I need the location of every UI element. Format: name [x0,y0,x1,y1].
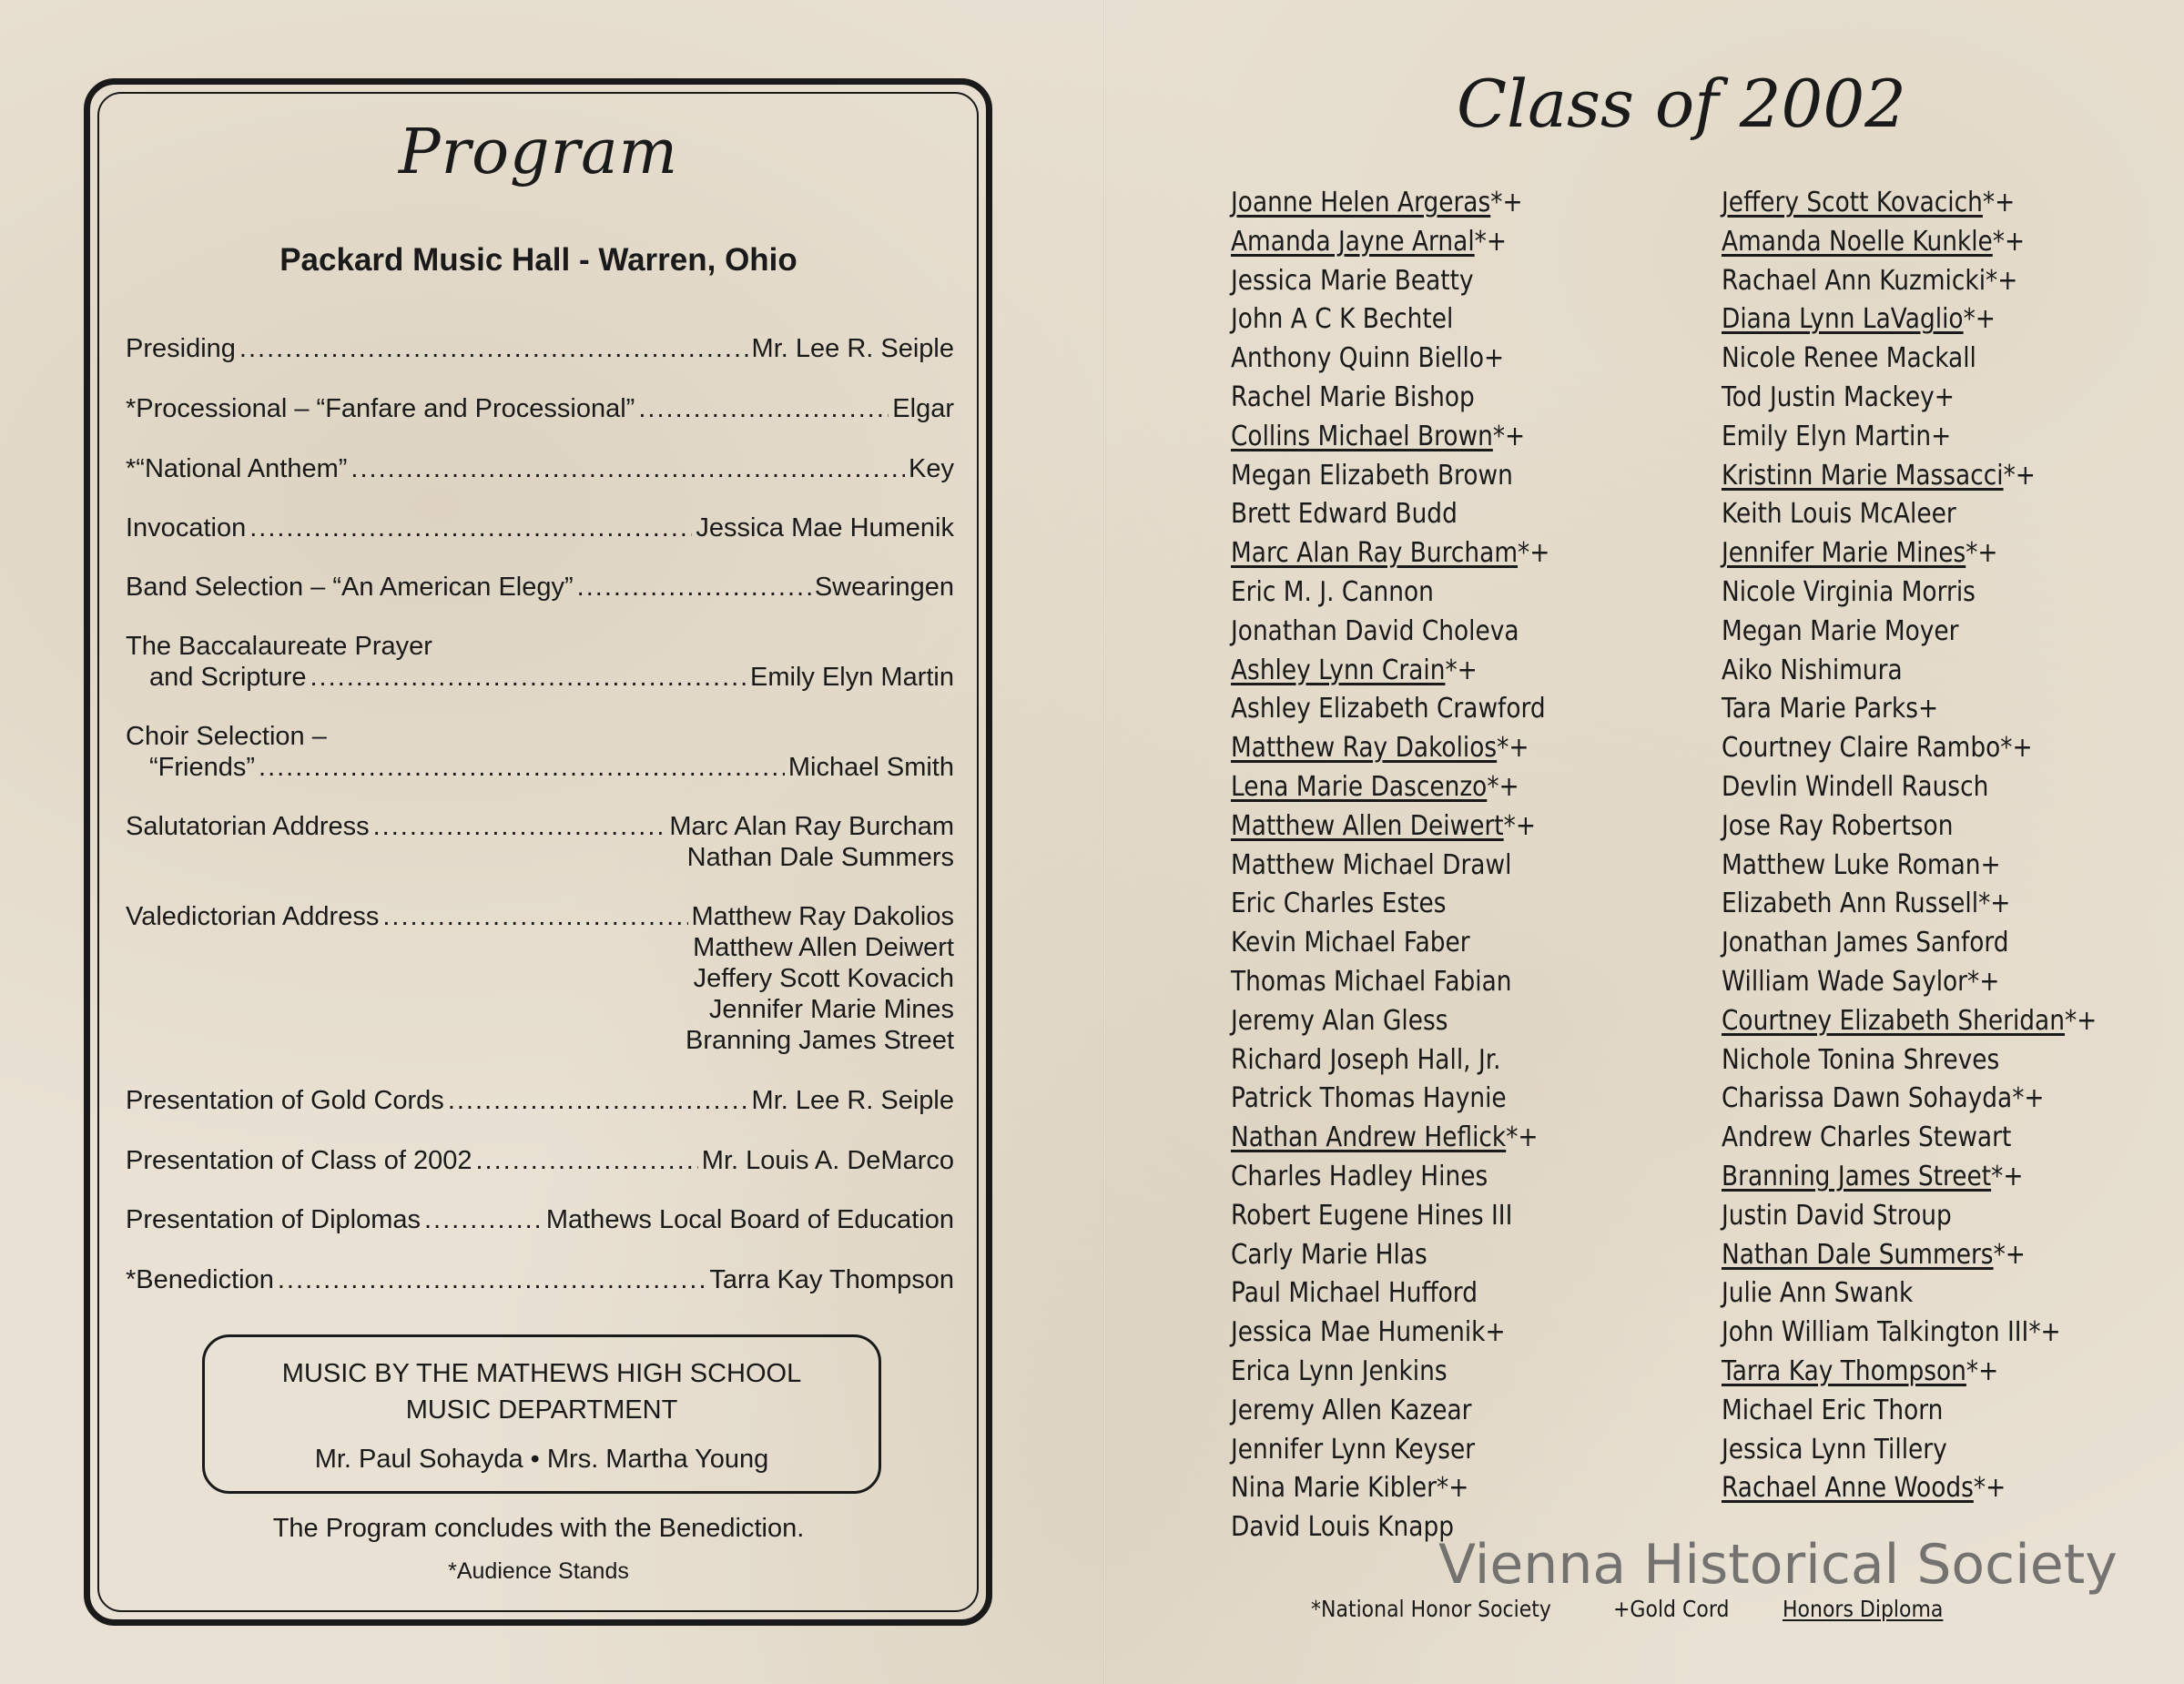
graduate-marks: *+ [1490,187,1523,218]
program-item [126,1145,954,1176]
music-credit-line: MUSIC BY THE MATHEWS HIGH SCHOOL [281,1359,802,1388]
graduate-entry [1231,1197,1549,1236]
graduate-entry [1231,262,1549,301]
graduate-entry [1231,379,1549,418]
graduate-name: Eric M. J. Cannon [1231,575,1434,608]
graduate-name: Devlin Windell Rausch [1722,770,1989,803]
graduate-name: Jessica Lynn Tillery [1722,1433,1947,1466]
venue-heading: Packard Music Hall - Warren, Ohio [279,242,797,278]
graduate-entry [1231,729,1549,768]
dot-leader [382,901,687,932]
graduate-name: Megan Marie Moyer [1722,614,1959,647]
graduate-entry [1231,457,1549,496]
music-credits-box [202,1334,881,1494]
dot-leader [373,811,666,842]
graduate-entry [1231,1236,1549,1275]
graduate-entry [1722,690,2097,729]
graduate-name: Diana Lynn LaVaglio [1722,303,1964,336]
dot-leader [448,1085,748,1116]
graduate-name: Kristinn Marie Massacci [1722,459,2004,492]
graduate-name: Jeremy Allen Kazear [1231,1394,1472,1426]
graduate-entry [1231,1002,1549,1041]
item-performer: Tarra Kay Thompson [709,1265,954,1294]
graduate-entry [1722,1119,2097,1158]
dot-leader [638,393,889,424]
item-label-line1: Choir Selection – [126,722,327,751]
graduate-marks: *+ [2012,1082,2045,1115]
graduate-entry [1722,1002,2097,1041]
graduate-entry [1231,1431,1549,1470]
dot-leader [278,1264,706,1295]
item-label: Presiding [126,334,236,363]
graduate-name: Amanda Jayne Arnal [1231,225,1475,258]
program-item [126,811,954,873]
graduate-marks: *+ [1487,770,1519,803]
graduate-name: Nichole Tonina Shreves [1722,1043,2000,1076]
graduate-marks: *+ [1982,187,2016,218]
item-performer: Key [909,454,954,483]
watermark: Vienna Historical Society [1438,1533,2118,1597]
graduate-marks: + [1483,342,1505,375]
graduate-name: Matthew Luke Roman [1722,848,1981,881]
graduate-name: Amanda Noelle Kunkle [1722,225,1993,258]
graduate-marks: *+ [1966,1354,1999,1387]
graduate-name: Jonathan David Choleva [1231,614,1519,647]
graduate-entry [1722,418,2097,457]
item-label-line1: The Baccalaureate Prayer [126,632,432,661]
graduate-entry [1231,1080,1549,1119]
graduate-name: Paul Michael Hufford [1231,1277,1478,1310]
graduate-marks: *+ [1992,225,2026,258]
graduate-name: Jonathan James Sanford [1722,927,2009,959]
graduate-name: Erica Lynn Jenkins [1231,1354,1448,1387]
graduate-marks: *+ [1506,1121,1539,1154]
graduate-name: Robert Eugene Hines III [1231,1199,1513,1232]
item-performer: Michael Smith [787,753,954,782]
item-extra-name: Branning James Street [686,1026,954,1055]
graduate-name: Jose Ray Robertson [1722,809,1954,842]
graduate-entry [1231,300,1549,340]
graduate-entry [1231,223,1549,262]
graduate-entry [1231,613,1549,652]
graduate-marks: *+ [1437,1472,1469,1505]
graduate-name: Justin David Stroup [1722,1199,1952,1232]
graduate-marks: *+ [2003,459,2036,492]
program-item [126,453,954,484]
graduate-name: Charles Hadley Hines [1231,1160,1488,1192]
graduate-name: Michael Eric Thorn [1722,1394,1944,1426]
page-fold [1103,0,1106,1684]
graduate-name: Nina Marie Kibler [1231,1472,1437,1505]
item-performer: Mr. Lee R. Seiple [751,1086,954,1115]
item-label: Salutatorian Address [126,812,370,841]
graduate-entry [1231,963,1549,1002]
item-label: Presentation of Class of 2002 [126,1146,472,1175]
graduate-entry [1722,1469,2097,1508]
graduate-entry [1722,885,2097,924]
graduate-name: Nicole Virginia Morris [1722,575,1976,608]
item-performer: Jessica Mae Humenik [696,513,954,543]
graduate-name: Emily Elyn Martin [1722,420,1932,452]
graduate-entry [1722,1041,2097,1080]
dot-leader [249,512,692,543]
graduate-name: John A C K Bechtel [1231,303,1454,336]
graduate-entry [1722,340,2097,379]
graduate-name: Tarra Kay Thompson [1722,1354,1966,1387]
item-performer: Elgar [892,394,954,423]
item-performer: Swearingen [814,573,954,602]
graduate-name: Marc Alan Ray Burcham [1231,537,1519,570]
item-label: Presentation of Diplomas [126,1205,421,1234]
graduate-entry [1231,495,1549,534]
graduate-entry [1722,1274,2097,1314]
graduate-name: Aiko Nishimura [1722,654,1903,686]
item-performer: Mr. Louis A. DeMarco [701,1146,954,1175]
graduate-entry [1231,652,1549,691]
graduate-entry [1722,223,2097,262]
graduate-name: William Wade Saylor [1722,965,1968,998]
graduate-marks: *+ [2028,1316,2061,1349]
item-label: and Scripture [149,663,307,692]
graduate-entry [1231,1353,1549,1392]
graduate-name: Tod Justin Mackey [1722,380,1935,413]
graduate-name: Nathan Dale Summers [1722,1238,1994,1271]
graduate-name: Nicole Renee Mackall [1722,342,1976,375]
graduate-name: Jennifer Marie Mines [1722,537,1966,570]
item-label: Band Selection – “An American Elegy” [126,573,574,602]
graduate-name: Lena Marie Dascenzo [1231,770,1488,803]
graduate-name: Keith Louis McAleer [1722,498,1956,531]
graduate-column-right [1722,184,2148,1508]
graduate-name: Jennifer Lynn Keyser [1231,1433,1476,1466]
dot-leader [259,752,785,783]
class-title: Class of 2002 [1457,66,1906,142]
graduate-marks: *+ [1445,654,1478,686]
graduate-entry [1231,1392,1549,1431]
graduate-entry [1722,495,2097,534]
graduate-name: Kevin Michael Faber [1231,927,1470,959]
program-item [126,393,954,424]
graduate-entry [1722,924,2097,963]
graduate-entry [1722,457,2097,496]
graduate-marks: *+ [1966,537,1998,570]
graduate-entry [1231,924,1549,963]
graduate-entry [1722,573,2097,613]
program-item [126,572,954,603]
graduate-marks: *+ [1978,888,2011,920]
graduate-entry [1722,1197,2097,1236]
program-item [126,512,954,543]
program-item [126,901,954,1056]
item-label: “Friends” [149,753,256,782]
graduate-name: Julie Ann Swank [1722,1277,1914,1310]
graduate-marks: *+ [2000,732,2033,765]
graduate-name: Elizabeth Ann Russell [1722,888,1979,920]
graduate-name: David Louis Knapp [1231,1511,1454,1544]
graduate-entry [1231,1158,1549,1197]
dot-leader [475,1145,697,1176]
graduate-name: Eric Charles Estes [1231,888,1447,920]
graduate-name: John William Talkington III [1722,1316,2029,1349]
dot-leader [239,333,748,364]
graduate-name: Joanne Helen Argeras [1231,187,1491,218]
graduate-name: Matthew Allen Deiwert [1231,809,1504,842]
program-item [126,1204,954,1235]
item-performer: Matthew Ray Dakolios [691,902,954,931]
graduate-name: Jessica Mae Humenik [1231,1316,1486,1349]
graduate-name: Courtney Claire Rambo [1722,732,2001,765]
item-extra-name: Jennifer Marie Mines [708,995,954,1024]
graduate-name: Jessica Marie Beatty [1231,264,1474,297]
item-performer: Mathews Local Board of Education [545,1205,954,1234]
graduate-marks: *+ [1518,537,1550,570]
graduate-entry [1722,300,2097,340]
audience-stands-note: *Audience Stands [448,1558,629,1584]
graduate-entry [1722,847,2097,886]
graduate-entry [1231,418,1549,457]
item-label: *Benediction [126,1265,274,1294]
graduate-entry [1722,807,2097,847]
graduate-entry [1722,379,2097,418]
graduate-entry [1231,340,1549,379]
graduate-entry [1722,1080,2097,1119]
graduate-marks: *+ [1492,420,1526,452]
graduate-name: Nathan Andrew Heflick [1231,1121,1507,1154]
graduate-entry [1231,1314,1549,1353]
graduate-name: Rachael Anne Woods [1722,1472,1974,1505]
graduate-name: Brett Edward Budd [1231,498,1458,531]
graduate-name: Courtney Elizabeth Sheridan [1722,1004,2065,1037]
graduate-marks: + [1917,693,1939,725]
graduate-marks: *+ [1503,809,1536,842]
program-item [126,631,954,693]
program-title: Program [398,117,679,188]
graduate-marks: *+ [1963,303,1996,336]
graduate-name: Matthew Michael Drawl [1231,848,1512,881]
dot-leader [577,572,811,603]
graduate-entry [1231,690,1549,729]
graduate-entry [1722,1314,2097,1353]
graduate-entry [1722,262,2097,301]
graduate-entry [1722,768,2097,807]
graduate-name: Ashley Elizabeth Crawford [1231,693,1546,725]
graduate-entry [1231,807,1549,847]
graduate-name: Branning James Street [1722,1160,1992,1192]
graduate-name: Rachael Ann Kuzmicki [1722,264,1986,297]
graduate-entry [1722,652,2097,691]
graduate-name: Charissa Dawn Sohayda [1722,1082,2013,1115]
graduate-marks: *+ [1497,732,1529,765]
graduate-marks: *+ [1986,264,2018,297]
graduate-marks: + [1485,1316,1506,1349]
program-item [126,1085,954,1116]
graduate-marks: *+ [1967,965,2000,998]
graduate-name: Rachel Marie Bishop [1231,380,1475,413]
item-extra-name: Nathan Dale Summers [686,843,954,872]
graduate-entry [1722,1353,2097,1392]
graduate-marks: + [1931,420,1952,452]
item-label: Invocation [126,513,247,543]
graduate-entry [1231,885,1549,924]
item-label: *Processional – “Fanfare and Processional” [126,394,635,423]
graduate-entry [1722,184,2097,223]
item-label: *“National Anthem” [126,454,348,483]
item-extra-name: Jeffery Scott Kovacich [693,964,954,993]
program-item [126,721,954,783]
graduate-entry [1231,1041,1549,1080]
graduate-marks: *+ [1973,1472,2006,1505]
legend-honors-diploma: Honors Diploma [1783,1596,1944,1622]
dot-leader [310,662,747,693]
graduate-name: Andrew Charles Stewart [1722,1121,2012,1154]
item-performer: Mr. Lee R. Seiple [751,334,954,363]
graduate-entry [1722,613,2097,652]
graduate-name: Megan Elizabeth Brown [1231,459,1513,492]
graduate-entry [1231,1469,1549,1508]
graduate-column-left [1231,184,1593,1547]
graduate-name: Thomas Michael Fabian [1231,965,1512,998]
graduate-name: Jeffery Scott Kovacich [1722,187,1983,218]
graduate-name: Collins Michael Brown [1231,420,1493,452]
graduate-entry [1722,534,2097,573]
music-directors: Mr. Paul Sohayda • Mrs. Martha Young [314,1445,769,1474]
graduate-entry [1231,534,1549,573]
graduate-marks: + [1934,380,1955,413]
graduate-marks: + [1980,848,2001,881]
program-closing-note: The Program concludes with the Benediction. [272,1514,805,1543]
graduate-entry [1231,768,1549,807]
graduate-name: Ashley Lynn Crain [1231,654,1446,686]
graduate-entry [1231,573,1549,613]
program-item [126,333,954,364]
item-performer: Marc Alan Ray Burcham [669,812,954,841]
item-performer: Emily Elyn Martin [750,663,954,692]
legend-gold-cord: +Gold Cord [1613,1596,1730,1622]
graduate-entry [1722,1392,2097,1431]
graduate-entry [1231,1274,1549,1314]
graduate-name: Carly Marie Hlas [1231,1238,1427,1271]
graduate-marks: *+ [2064,1004,2098,1037]
graduate-name: Richard Joseph Hall, Jr. [1231,1043,1501,1076]
item-extra-name: Matthew Allen Deiwert [693,933,954,962]
graduate-name: Patrick Thomas Haynie [1231,1082,1507,1115]
music-credit-line: MUSIC DEPARTMENT [405,1395,678,1425]
graduate-name: Jeremy Alan Gless [1231,1004,1448,1037]
graduate-marks: *+ [1993,1238,2026,1271]
graduate-entry [1722,963,2097,1002]
graduate-name: Tara Marie Parks [1722,693,1918,725]
graduate-entry [1231,847,1549,886]
graduate-entry [1722,1431,2097,1470]
dot-leader [424,1204,543,1235]
item-label: Valedictorian Address [126,902,380,931]
item-label: Presentation of Gold Cords [126,1086,444,1115]
graduate-name: Anthony Quinn Biello [1231,342,1484,375]
graduate-entry [1722,1158,2097,1197]
legend-national-honor-society: *National Honor Society [1311,1596,1551,1622]
dot-leader [350,453,905,484]
graduate-entry [1231,1119,1549,1158]
program-item [126,1264,954,1295]
graduate-entry [1722,1236,2097,1275]
graduate-name: Matthew Ray Dakolios [1231,732,1498,765]
graduate-entry [1231,184,1549,223]
graduate-marks: *+ [1991,1160,2024,1192]
graduate-entry [1722,729,2097,768]
graduate-marks: *+ [1474,225,1507,258]
